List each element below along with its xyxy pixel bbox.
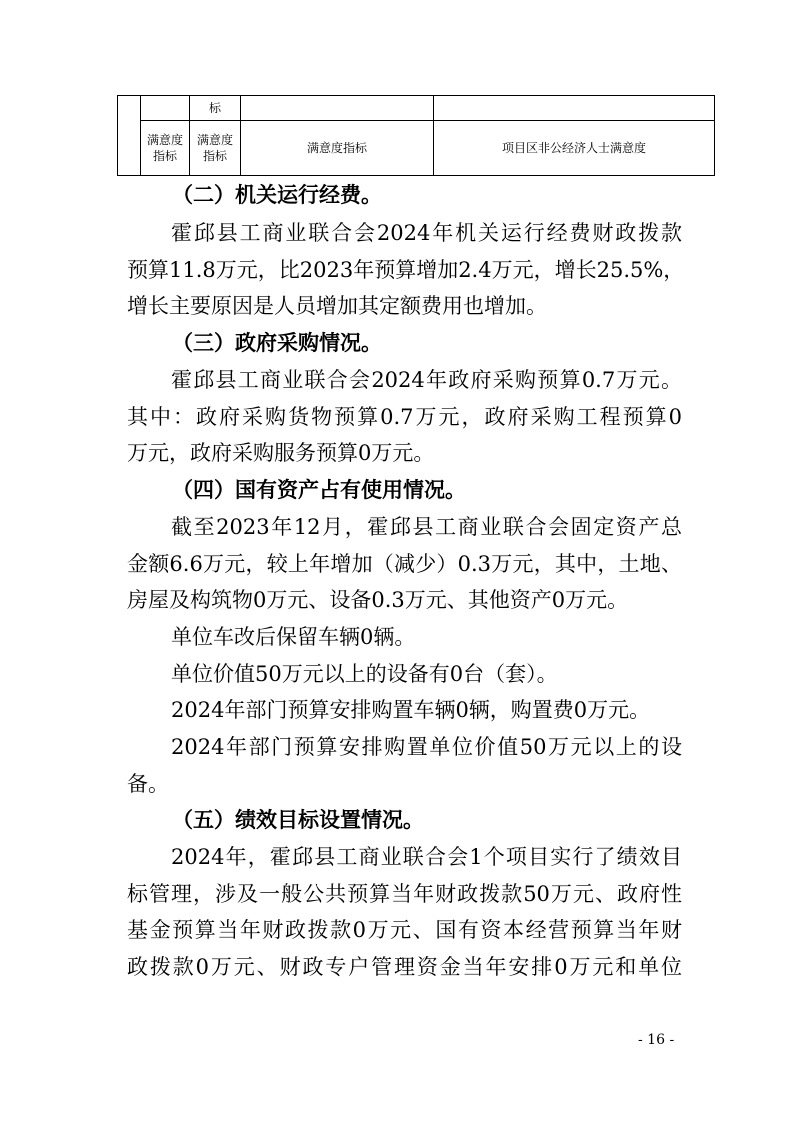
section-heading-5: （五）绩效目标设置情况。 — [172, 807, 424, 832]
paragraph-equipment: 单位价值50万元以上的设备有0台（套）。 — [171, 662, 558, 686]
section-heading-3: （三）政府采购情况。 — [172, 330, 382, 355]
table-cell: 项目区非公经济人士满意度 — [434, 121, 715, 176]
paragraph-performance: 2024年，霍邱县工商业联合会1个项目实行了绩效目 标管理，涉及一般公共预算当年财政拨款50万元、政府性 基金预算当年财政拨款0万元、国有资本经营预算当年财 政拨款0万元、财政专户管理资金当年安排0万元和单位 — [127, 845, 682, 979]
table-cell: 标 — [190, 96, 241, 121]
paragraph-vehicle-purchase: 2024年部门预算安排购置车辆0辆，购置费0万元。 — [171, 698, 651, 722]
page-number: - 16 - — [638, 1032, 675, 1048]
table-cell-blank — [118, 96, 141, 176]
table-row — [118, 121, 715, 176]
table-cell: 满意度指标 — [241, 121, 434, 176]
paragraph-equipment-purchase: 2024年部门预算安排购置单位价值50万元以上的设 备。 — [127, 735, 682, 796]
paragraph-procurement: 霍邱县工商业联合会2024年政府采购预算0.7万元。 其中：政府采购货物预算0.7万元，政府采购工程预算0 万元，政府采购服务预算0万元。 — [127, 368, 682, 465]
paragraph-vehicles: 单位车改后保留车辆0辆。 — [171, 625, 416, 649]
table-cell — [241, 96, 434, 121]
paragraph-assets: 截至2023年12月，霍邱县工商业联合会固定资产总 金额6.6万元，较上年增加（减少）0.3万元，其中，土地、 房屋及构筑物0万元、设备0.3万元、其他资产0万元。 — [127, 515, 682, 612]
section-heading-4: （四）国有资产占有使用情况。 — [172, 477, 466, 502]
table-cell: 满意度指标 — [190, 121, 241, 176]
table-cell: 满意度指标 — [141, 121, 190, 176]
table-cell-blank — [141, 96, 190, 121]
table-cell — [434, 96, 715, 121]
paragraph-operating-expenses: 霍邱县工商业联合会2024年机关运行经费财政拨款 预算11.8万元，比2023年预算增加2.4万元，增长25.5%， 增长主要原因是人员增加其定额费用也增加。 — [127, 221, 685, 318]
section-heading-2: （二）机关运行经费。 — [172, 182, 382, 207]
table-row — [118, 96, 715, 121]
indicator-table — [117, 95, 715, 176]
